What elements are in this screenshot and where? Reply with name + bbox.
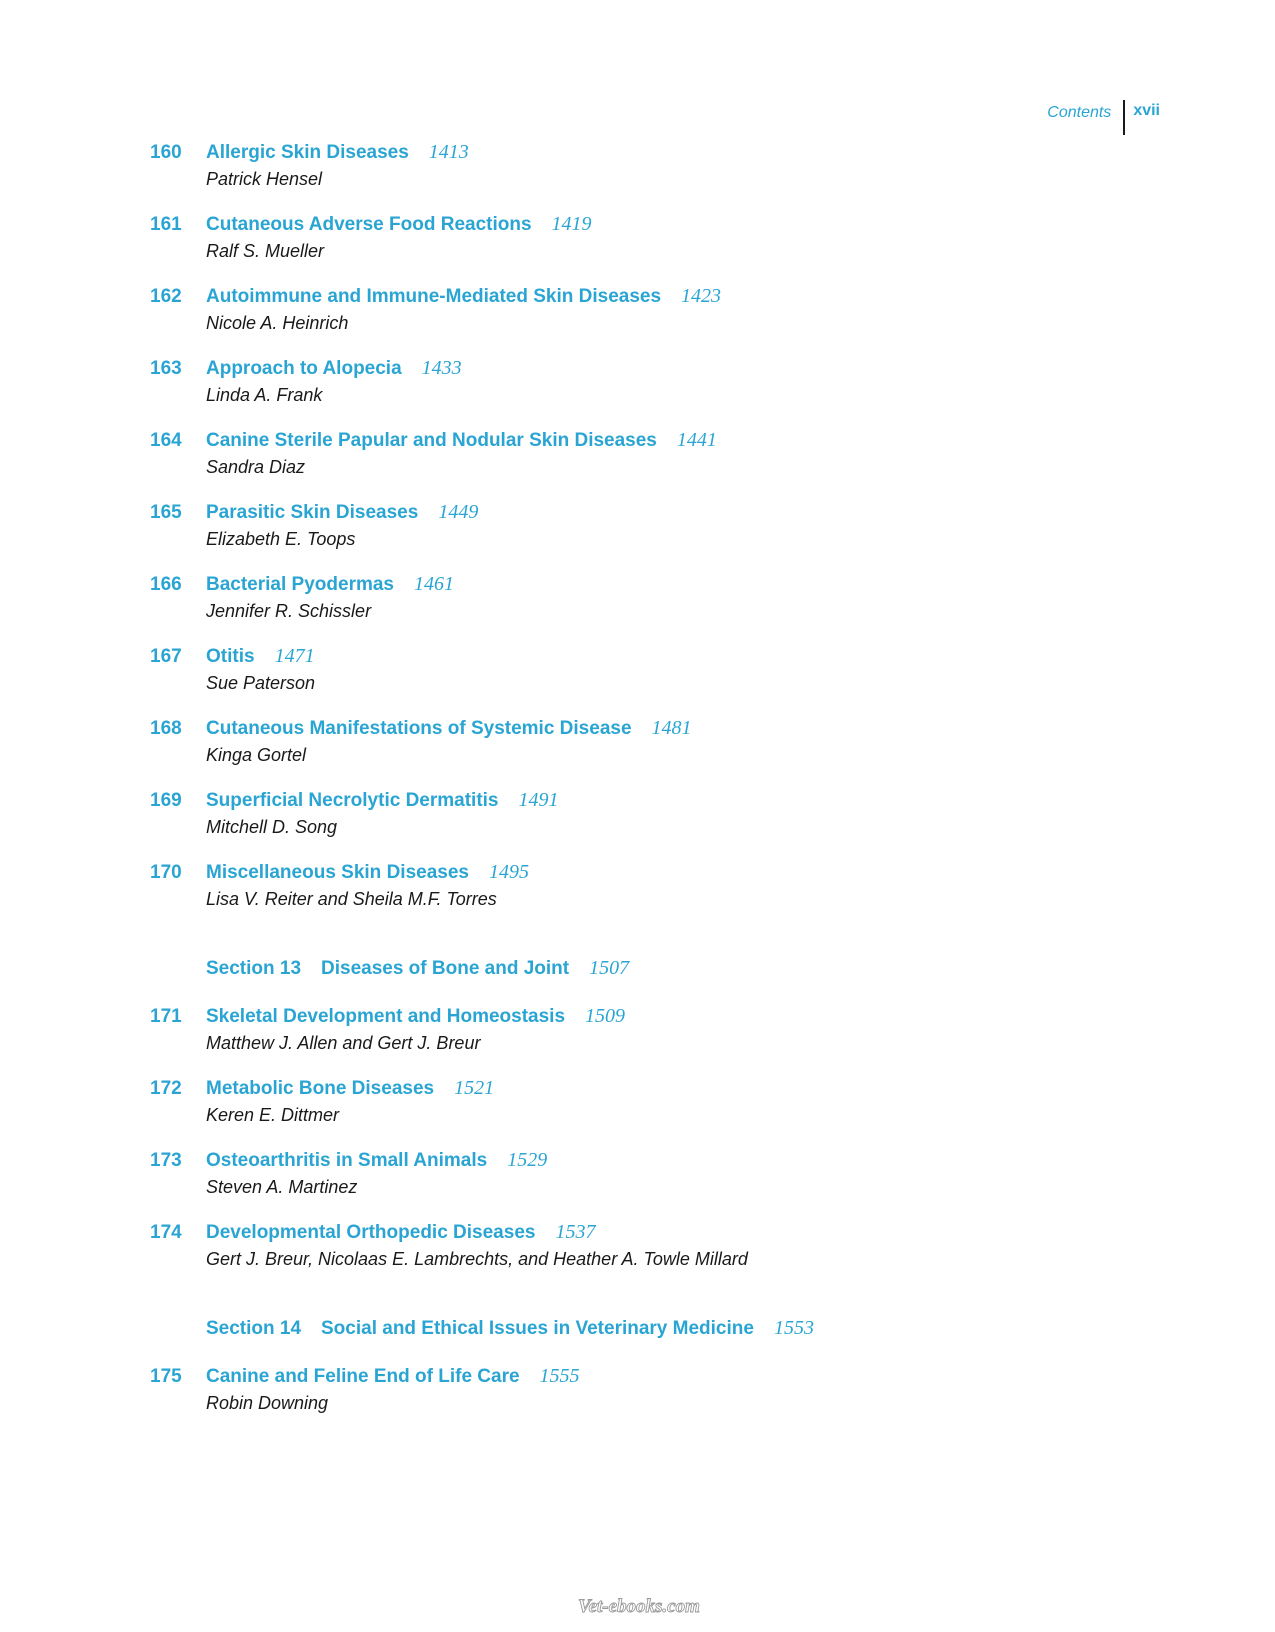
chapter-authors: Matthew J. Allen and Gert J. Breur — [206, 1033, 481, 1053]
section-title-link[interactable]: Diseases of Bone and Joint — [321, 958, 570, 979]
chapter-number: 165 — [150, 502, 182, 523]
toc-chapter-entry[interactable] — [150, 1149, 1150, 1199]
chapter-number: 172 — [150, 1078, 182, 1099]
chapter-line — [150, 429, 1150, 455]
chapter-title-link[interactable]: Cutaneous Adverse Food Reactions — [206, 214, 532, 235]
chapter-title-link[interactable]: Parasitic Skin Diseases — [206, 502, 419, 523]
running-header — [1047, 100, 1160, 136]
chapter-line — [150, 141, 1150, 167]
toc-section-heading[interactable] — [206, 957, 1150, 980]
chapter-number: 160 — [150, 142, 182, 163]
chapter-page-number[interactable]: 1537 — [555, 1221, 596, 1243]
chapter-authors: Kinga Gortel — [206, 745, 307, 765]
chapter-line — [150, 1077, 1150, 1103]
chapter-authors: Robin Downing — [206, 1393, 329, 1413]
toc-chapter-entry[interactable] — [150, 429, 1150, 479]
chapter-title-link[interactable]: Cutaneous Manifestations of Systemic Disease — [206, 718, 632, 739]
chapter-line — [150, 789, 1150, 815]
chapter-title-link[interactable]: Superficial Necrolytic Dermatitis — [206, 790, 499, 811]
chapter-title-link[interactable]: Allergic Skin Diseases — [206, 142, 409, 163]
chapter-page-number[interactable]: 1491 — [518, 789, 559, 811]
chapter-line — [150, 1005, 1150, 1031]
chapter-title-link[interactable]: Miscellaneous Skin Diseases — [206, 862, 469, 883]
chapter-number: 168 — [150, 718, 182, 739]
chapter-title-link[interactable]: Otitis — [206, 646, 255, 667]
chapter-page-number[interactable]: 1509 — [585, 1005, 626, 1027]
section-page-number[interactable]: 1507 — [589, 957, 630, 979]
chapter-number: 175 — [150, 1366, 182, 1387]
chapter-title-link[interactable]: Canine and Feline End of Life Care — [206, 1366, 520, 1387]
page-number: xvii — [1133, 102, 1160, 119]
chapter-authors: Elizabeth E. Toops — [206, 529, 356, 549]
chapter-authors: Ralf S. Mueller — [206, 241, 325, 261]
chapter-line — [150, 357, 1150, 383]
chapter-number: 171 — [150, 1006, 182, 1027]
chapter-page-number[interactable]: 1481 — [651, 717, 692, 739]
watermark — [576, 1590, 706, 1620]
chapter-number: 163 — [150, 358, 182, 379]
chapter-line — [150, 285, 1150, 311]
chapter-number: 164 — [150, 430, 182, 451]
toc-chapter-entry[interactable] — [150, 213, 1150, 263]
chapter-page-number[interactable]: 1449 — [438, 501, 479, 523]
chapter-line — [150, 861, 1150, 887]
toc-chapter-entry[interactable] — [150, 1005, 1150, 1055]
toc-chapter-entry[interactable] — [150, 285, 1150, 335]
chapter-authors: Nicole A. Heinrich — [206, 313, 349, 333]
section-label: Section 13 — [206, 958, 302, 979]
chapter-number: 161 — [150, 214, 182, 235]
toc-chapter-entry[interactable] — [150, 357, 1150, 407]
chapter-number: 174 — [150, 1222, 182, 1243]
chapter-page-number[interactable]: 1521 — [454, 1077, 495, 1099]
chapter-page-number[interactable]: 1471 — [274, 645, 315, 667]
chapter-authors: Steven A. Martinez — [206, 1177, 358, 1197]
toc-chapter-entry[interactable] — [150, 1365, 1150, 1415]
chapter-authors: Lisa V. Reiter and Sheila M.F. Torres — [206, 889, 497, 909]
chapter-authors: Sue Paterson — [206, 673, 316, 693]
watermark-text: Vet-ebooks.com — [578, 1596, 700, 1617]
chapter-title-link[interactable]: Osteoarthritis in Small Animals — [206, 1150, 488, 1171]
toc-chapter-entry[interactable] — [150, 1077, 1150, 1127]
chapter-authors: Patrick Hensel — [206, 169, 323, 189]
chapter-title-link[interactable]: Canine Sterile Papular and Nodular Skin Diseases — [206, 430, 657, 451]
chapter-authors: Jennifer R. Schissler — [206, 601, 372, 621]
chapter-page-number[interactable]: 1433 — [421, 357, 462, 379]
chapter-page-number[interactable]: 1461 — [414, 573, 454, 595]
chapter-title-link[interactable]: Autoimmune and Immune-Mediated Skin Diseases — [206, 286, 662, 307]
chapter-number: 167 — [150, 646, 182, 667]
chapter-page-number[interactable]: 1423 — [681, 285, 722, 307]
chapter-page-number[interactable]: 1441 — [676, 429, 717, 451]
toc-chapter-entry[interactable] — [150, 645, 1150, 695]
chapter-title-link[interactable]: Approach to Alopecia — [206, 358, 402, 379]
chapter-page-number[interactable]: 1555 — [539, 1365, 580, 1387]
chapter-authors: Keren E. Dittmer — [206, 1105, 340, 1125]
section-page-number[interactable]: 1553 — [773, 1317, 814, 1339]
chapter-title-link[interactable]: Skeletal Development and Homeostasis — [206, 1006, 566, 1027]
toc-chapter-entry[interactable] — [150, 1221, 1150, 1271]
toc-chapter-entry[interactable] — [150, 717, 1150, 767]
chapter-number: 170 — [150, 862, 182, 883]
chapter-authors: Mitchell D. Song — [206, 817, 338, 837]
chapter-line — [150, 1149, 1150, 1175]
chapter-number: 169 — [150, 790, 182, 811]
chapter-authors: Gert J. Breur, Nicolaas E. Lambrechts, and Heather A. Towle Millard — [206, 1249, 748, 1269]
chapter-line — [150, 213, 1150, 239]
toc-section-heading[interactable] — [206, 1317, 1150, 1340]
chapter-number: 173 — [150, 1150, 182, 1171]
chapter-number: 166 — [150, 574, 182, 595]
toc-chapter-entry[interactable] — [150, 861, 1150, 911]
chapter-line — [150, 1365, 1150, 1391]
toc-chapter-entry[interactable] — [150, 789, 1150, 839]
running-header-label: Contents — [1047, 104, 1112, 121]
chapter-title-link[interactable]: Bacterial Pyodermas — [206, 574, 394, 595]
chapter-title-link[interactable]: Metabolic Bone Diseases — [206, 1078, 435, 1099]
chapter-number: 162 — [150, 286, 182, 307]
chapter-authors: Sandra Diaz — [206, 457, 306, 477]
chapter-line — [150, 573, 1150, 599]
section-label: Section 14 — [206, 1318, 302, 1339]
chapter-line — [150, 501, 1150, 527]
chapter-page-number[interactable]: 1529 — [507, 1149, 548, 1171]
toc-chapter-entry[interactable] — [150, 501, 1150, 551]
toc-chapter-entry[interactable] — [150, 141, 1150, 191]
chapter-page-number[interactable]: 1413 — [428, 141, 469, 163]
chapter-line — [150, 1221, 1150, 1247]
chapter-title-link[interactable]: Developmental Orthopedic Diseases — [206, 1222, 536, 1243]
chapter-authors: Linda A. Frank — [206, 385, 323, 405]
toc-chapter-entry[interactable] — [150, 573, 1150, 623]
chapter-line — [150, 717, 1150, 743]
chapter-page-number[interactable]: 1495 — [488, 861, 529, 883]
chapter-page-number[interactable]: 1419 — [551, 213, 592, 235]
section-title-link[interactable]: Social and Ethical Issues in Veterinary Medicine — [321, 1318, 754, 1339]
chapter-line — [150, 645, 1150, 671]
watermark-logo-icon — [576, 1590, 706, 1620]
